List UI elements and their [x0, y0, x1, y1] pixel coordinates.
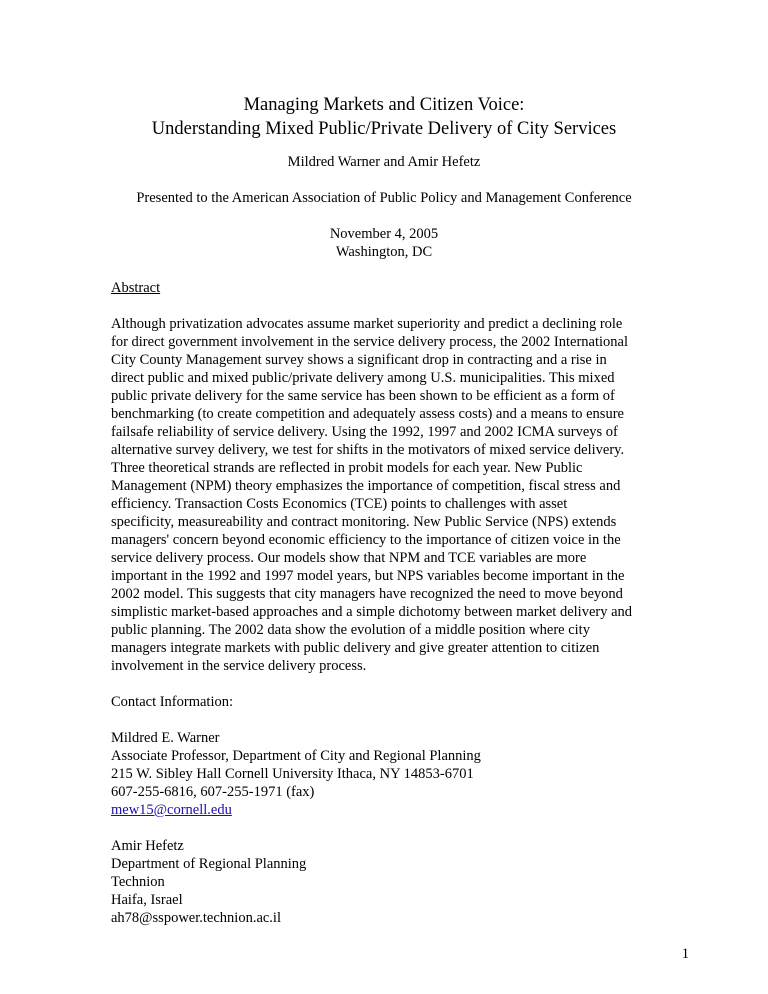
contact-warner	[111, 729, 711, 819]
abstract-line: efficiency. Transaction Costs Economics (TCE) points to challenges with asset	[111, 496, 568, 512]
abstract-line: service delivery process. Our models show that NPM and TCE variables are more	[111, 550, 587, 566]
abstract-line: important in the 1992 and 1997 model years, but NPS variables become important in the	[111, 568, 625, 584]
abstract-line: specificity, measureability and contract monitoring. New Public Service (NPS) extends	[111, 514, 617, 530]
abstract-line: Although privatization advocates assume market superiority and predict a declining role	[111, 316, 623, 332]
abstract-body	[111, 315, 711, 675]
contact-institution: Technion	[111, 874, 165, 890]
abstract-line: failsafe reliability of service delivery. Using the 1992, 1997 and 2002 ICMA surveys of	[111, 424, 618, 440]
title-line-2: Understanding Mixed Public/Private Delivery of City Services	[151, 119, 617, 139]
abstract-line: alternative survey delivery, we test for shifts in the motivators of mixed service delivery.	[111, 442, 625, 458]
contact-name: Amir Hefetz	[111, 838, 184, 854]
contact-phone: 607-255-6816, 607-255-1971 (fax)	[111, 784, 315, 800]
abstract-line: managers' concern beyond economic efficiency to the importance of citizen voice in the	[111, 532, 621, 548]
abstract-line: involvement in the service delivery process.	[111, 658, 367, 674]
abstract-line: public planning. The 2002 data show the evolution of a middle position where city	[111, 622, 590, 638]
abstract-line: direct public and mixed public/private delivery among U.S. municipalities. This mixed	[111, 370, 615, 386]
abstract-line: for direct government involvement in the service delivery process, the 2002 International	[111, 334, 628, 350]
abstract-line: public private delivery for the same service has been shown to be efficient as a form of	[111, 388, 615, 404]
presentation-location: Washington, DC	[335, 244, 433, 260]
abstract-line: managers integrate markets with public delivery and give greater attention to citizen	[111, 640, 600, 656]
contact-city: Haifa, Israel	[111, 892, 183, 908]
contact-department: Department of Regional Planning	[111, 856, 307, 872]
contact-address: 215 W. Sibley Hall Cornell University Ithaca, NY 14853-6701	[111, 766, 474, 782]
abstract-line: benchmarking (to create competition and adequately assess costs) and a means to ensure	[111, 406, 624, 422]
contact-email: ah78@sspower.technion.ac.il	[111, 910, 281, 926]
abstract-line: simplistic market-based approaches and a simple dichotomy between market delivery and	[111, 604, 633, 620]
contact-hefetz	[111, 837, 711, 927]
contact-heading: Contact Information:	[111, 694, 234, 710]
abstract-line: Three theoretical strands are reflected in probit models for each year. New Public	[111, 460, 583, 476]
presentation-note: Presented to the American Association of Public Policy and Management Conference	[136, 190, 632, 206]
authors: Mildred Warner and Amir Hefetz	[287, 154, 481, 170]
abstract-line: City County Management survey shows a significant drop in contracting and a rise in	[111, 352, 607, 368]
contact-title: Associate Professor, Department of City and Regional Planning	[111, 748, 481, 764]
abstract-heading: Abstract	[111, 280, 161, 296]
email-link-warner[interactable]: mew15@cornell.edu	[111, 802, 232, 818]
presentation-date: November 4, 2005	[329, 226, 439, 242]
page-number: 1	[681, 946, 689, 962]
abstract-line: 2002 model. This suggests that city managers have recognized the need to move beyond	[111, 586, 623, 602]
contact-name: Mildred E. Warner	[111, 730, 220, 746]
abstract-line: Management (NPM) theory emphasizes the importance of competition, fiscal stress and	[111, 478, 621, 494]
title-line-1: Managing Markets and Citizen Voice:	[243, 95, 525, 115]
